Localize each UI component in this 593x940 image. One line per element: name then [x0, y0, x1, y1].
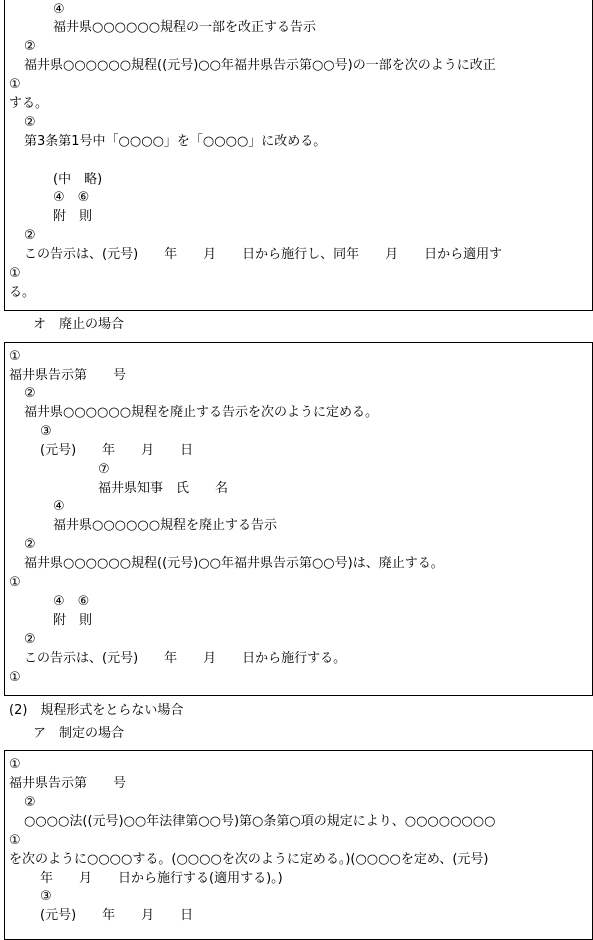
marker: ①	[9, 670, 21, 685]
section-heading: (2) 規程形式をとらない場合	[9, 703, 184, 718]
article-text: 第3条第1号中「○○○○」を「○○○○」に改める。	[24, 134, 327, 149]
omitted-text: (中 略)	[53, 172, 103, 187]
notice-title: 福井県○○○○○○規程を廃止する告示	[53, 518, 278, 533]
amendment-notice-box	[4, 0, 593, 311]
date-line: (元号) 年 月 日	[40, 908, 194, 923]
marker: ②	[24, 115, 36, 130]
effective-date-text-end: る。	[9, 285, 36, 300]
supplementary-provisions-heading: 附 則	[53, 209, 93, 224]
notice-number: 福井県告示第 号	[9, 776, 127, 791]
marker: ④ ⑥	[53, 190, 90, 205]
body-text: する。	[9, 96, 49, 111]
body-text: 福井県○○○○○○規程((元号)○○年福井県告示第○○号)は、廃止する。	[24, 556, 444, 571]
effective-date-text: この告示は、(元号) 年 月 日から施行する。	[24, 651, 347, 666]
supplementary-provisions-heading: 附 則	[53, 613, 93, 628]
effective-date-text: この告示は、(元号) 年 月 日から施行し、同年 月 日から適用す	[24, 247, 503, 262]
notice-number: 福井県告示第 号	[9, 368, 127, 383]
marker: ①	[9, 833, 21, 848]
marker: ③	[40, 889, 52, 904]
marker: ①	[9, 757, 21, 772]
marker: ④	[53, 2, 65, 17]
signer-line: 福井県知事 氏 名	[98, 481, 229, 496]
body-text: ○○○○法((元号)○○年法律第○○号)第○条第○項の規定により、○○○○○○○○	[24, 814, 496, 829]
marker: ②	[24, 632, 36, 647]
marker: ③	[40, 424, 52, 439]
marker: ②	[24, 537, 36, 552]
marker: ①	[9, 349, 21, 364]
marker: ②	[24, 39, 36, 54]
marker: ②	[24, 795, 36, 810]
date-line: (元号) 年 月 日	[40, 443, 194, 458]
marker: ①	[9, 77, 21, 92]
notice-title: 福井県○○○○○○規程の一部を改正する告示	[53, 20, 317, 35]
marker: ④	[53, 499, 65, 514]
body-text: 年 月 日から施行する(適用する)。)	[40, 871, 283, 886]
marker: ④ ⑥	[53, 594, 90, 609]
marker: ⑦	[98, 462, 110, 477]
heading-abolition: オ 廃止の場合	[33, 317, 125, 332]
intro-text: 福井県○○○○○○規程を廃止する告示を次のように定める。	[24, 405, 379, 420]
marker: ①	[9, 575, 21, 590]
body-text: を次のように○○○○する。(○○○○を次のように定める。)(○○○○を定め、(元号)	[9, 852, 489, 867]
marker: ①	[9, 266, 21, 281]
marker: ②	[24, 228, 36, 243]
heading-enactment: ア 制定の場合	[33, 726, 125, 741]
body-text: 福井県○○○○○○規程((元号)○○年福井県告示第○○号)の一部を次のように改正	[24, 58, 496, 73]
marker: ②	[24, 386, 36, 401]
